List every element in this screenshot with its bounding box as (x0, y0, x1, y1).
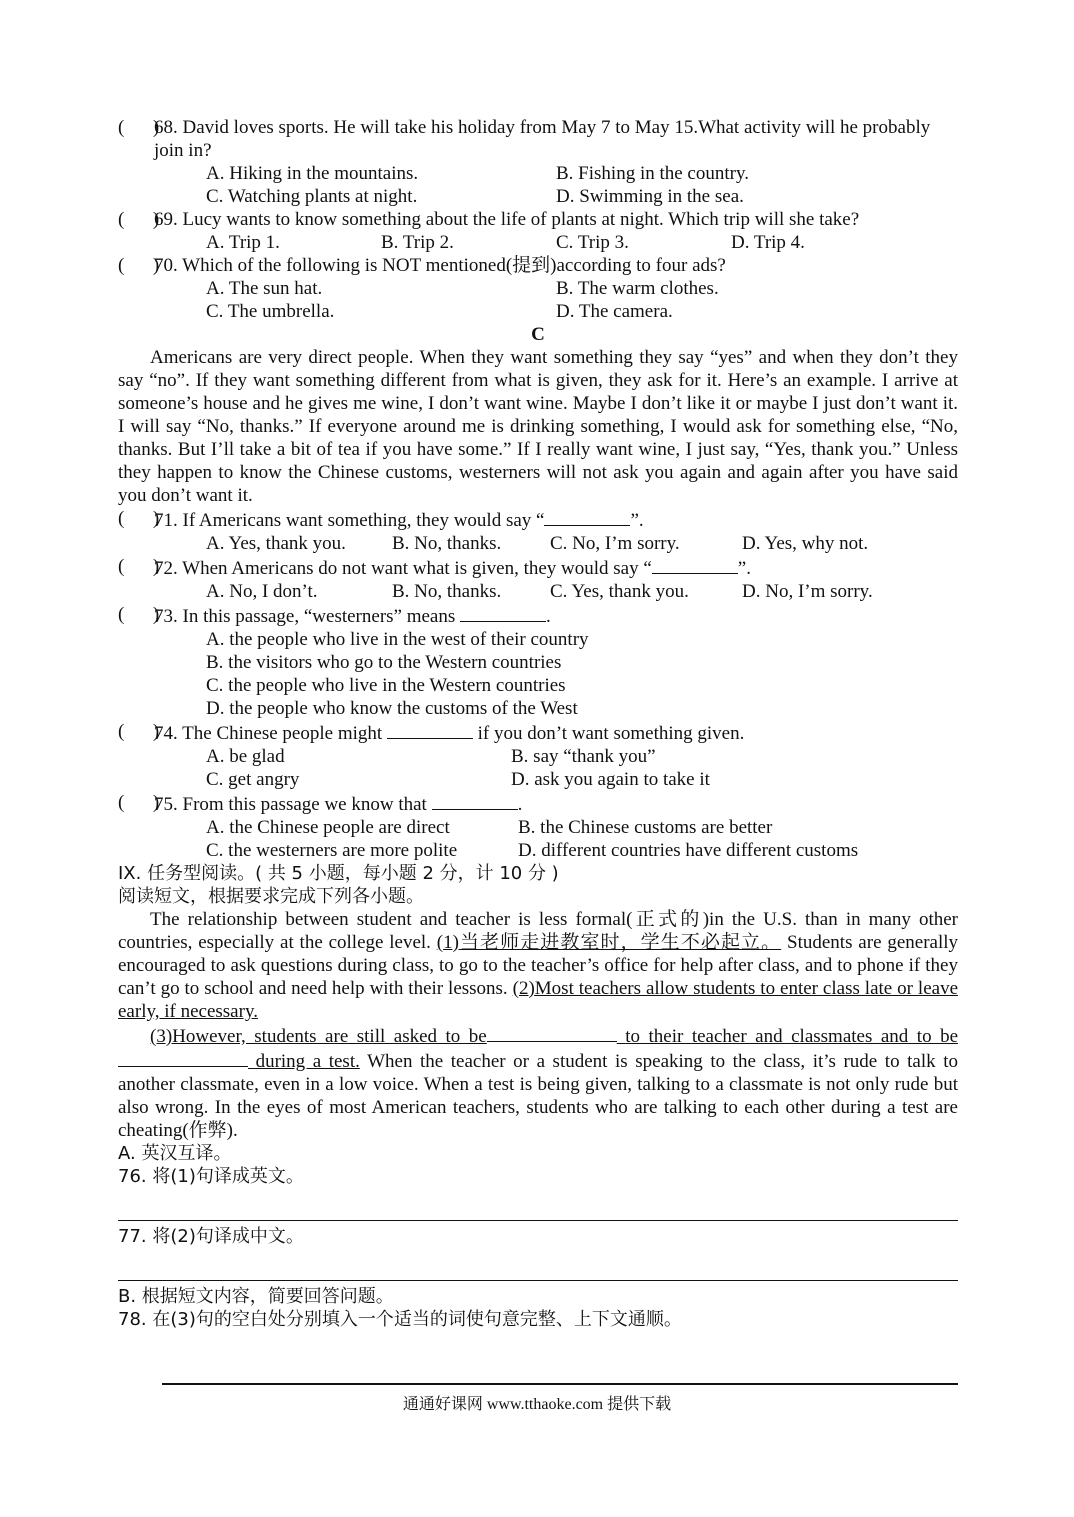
section-9-instruction: 阅读短文，根据要求完成下列各小题。 (118, 886, 424, 907)
question-77: 77. 将(2)句译成中文。 (118, 1226, 304, 1247)
question-text: Lucy wants to know something about the life of plants at night. Which trip will she take? (182, 209, 860, 230)
question-text: David loves sports. He will take his holiday from May 7 to May 15.What activity will he probably join in? (154, 117, 931, 161)
passage-text: When the teacher or a student is speaking to the class, it’s rude to talk to another classmate, even in a low voice. When a test is being given, talking to a classmate is not only rude but also wrong. In the eyes of most American teachers, students who are talking to each other during a test are cheating(作弊). (118, 1051, 958, 1141)
option-d[interactable]: D. the people who know the customs of the West (206, 698, 578, 719)
option-d[interactable]: D. different countries have different customs (518, 840, 859, 861)
question-number: 68. (154, 117, 178, 138)
option-b[interactable]: B. No, thanks. (392, 533, 502, 554)
answer-blank[interactable] (460, 603, 546, 622)
question-number: 74. (154, 723, 178, 744)
question-75 (118, 791, 958, 816)
answer-line-77[interactable] (118, 1250, 958, 1281)
question-text-pre: When Americans do not want what is given, they would say “ (182, 558, 652, 579)
option-b[interactable]: B. Trip 2. (381, 232, 454, 253)
option-c[interactable]: C. Yes, thank you. (550, 581, 689, 602)
part-a-heading: A. 英汉互译。 (118, 1143, 232, 1164)
answer-paren[interactable]: ( ) (118, 604, 160, 625)
option-d[interactable]: D. ask you again to take it (511, 769, 710, 790)
sentence-3-part-3: during a test. (255, 1051, 360, 1072)
option-a[interactable]: A. the Chinese people are direct (206, 817, 450, 838)
options-71 (118, 532, 958, 555)
option-b[interactable]: B. say “thank you” (511, 746, 656, 767)
option-d[interactable]: D. The camera. (556, 301, 673, 322)
question-text-post: . (517, 794, 523, 815)
question-text-post: ”. (737, 558, 751, 579)
question-70 (118, 254, 958, 277)
option-b[interactable]: B. the visitors who go to the Western countries (206, 652, 562, 673)
answer-paren[interactable]: ( ) (118, 117, 160, 138)
question-text-pre: If Americans want something, they would say “ (182, 510, 545, 531)
option-d[interactable]: D. No, I’m sorry. (742, 581, 873, 602)
question-number: 72. (154, 558, 178, 579)
answer-blank[interactable] (652, 555, 738, 574)
question-number: 69. (154, 209, 178, 230)
option-c[interactable]: C. the westerners are more polite (206, 840, 458, 861)
fill-blank-1[interactable] (487, 1023, 617, 1042)
options-68 (118, 162, 958, 208)
option-b[interactable]: B. the Chinese customs are better (518, 817, 773, 838)
option-a[interactable]: A. No, I don’t. (206, 581, 318, 602)
question-72 (118, 555, 958, 580)
question-text-pre: In this passage, “westerners” means (182, 606, 456, 627)
question-78: 78. 在(3)句的空白处分别填入一个适当的词使句意完整、上下文通顺。 (118, 1309, 682, 1330)
option-b[interactable]: B. No, thanks. (392, 581, 502, 602)
question-68 (118, 116, 958, 162)
option-d[interactable]: D. Swimming in the sea. (556, 186, 744, 207)
answer-paren[interactable]: ( ) (118, 721, 160, 742)
option-c[interactable]: C. No, I’m sorry. (550, 533, 680, 554)
question-text: Which of the following is NOT mentioned(提到)according to four ads? (182, 255, 726, 276)
options-70 (118, 277, 958, 323)
question-76: 76. 将(1)句译成英文。 (118, 1166, 304, 1187)
question-number: 70. (154, 255, 178, 276)
option-d[interactable]: D. Yes, why not. (742, 533, 869, 554)
answer-paren[interactable]: ( ) (118, 508, 160, 529)
sentence-3-part-2: to their teacher and classmates and to be (625, 1026, 958, 1047)
question-text-post: . (546, 606, 551, 627)
answer-paren[interactable]: ( ) (118, 792, 160, 813)
options-73 (118, 628, 958, 720)
answer-paren[interactable]: ( ) (118, 209, 160, 230)
passage-c: Americans are very direct people. When they want something they say “yes” and when they don’t they say “no”. If they want something different from what is given, they ask for it. Here’s an example. I arrive at someone’s house and he gives me wine, I don’t want wine. Maybe I don’t like it or maybe I just don’t want it. I will say “No, thanks.” If everyone around me is drinking something, I would ask for something else, “No, thanks. But I’ll take a bit of tea if you have some.” If I really want wine, I just say, “Yes, thank you.” Unless they happen to know the Chinese customs, westerners will not ask you again and again after you have said you don’t want it. (118, 347, 958, 506)
answer-blank[interactable] (432, 791, 518, 810)
answer-blank[interactable] (387, 720, 473, 739)
options-72 (118, 580, 958, 603)
answer-line-76[interactable] (118, 1190, 958, 1221)
question-73 (118, 603, 958, 628)
question-74 (118, 720, 958, 745)
passage-9-paragraph-1 (118, 908, 958, 1023)
answer-paren[interactable]: ( ) (118, 255, 160, 276)
option-d[interactable]: D. Trip 4. (731, 232, 805, 253)
answer-blank[interactable] (544, 507, 630, 526)
section-9-title: IX. 任务型阅读。( 共 5 小题，每小题 2 分，计 10 分 ) (118, 863, 559, 884)
option-b[interactable]: B. The warm clothes. (556, 278, 719, 299)
option-b[interactable]: B. Fishing in the country. (556, 163, 749, 184)
options-74 (118, 745, 958, 791)
underlined-sentence-2: (2)Most teachers allow students to enter class late or leave early, if necessary. (118, 978, 958, 1022)
option-a[interactable]: A. the people who live in the west of their country (206, 629, 589, 650)
question-number: 73. (154, 606, 178, 627)
section-c-heading: C (531, 324, 545, 345)
part-b-heading: B. 根据短文内容，简要回答问题。 (118, 1286, 394, 1307)
question-number: 71. (154, 510, 178, 531)
option-c[interactable]: C. Trip 3. (556, 232, 629, 253)
option-c[interactable]: C. the people who live in the Western countries (206, 675, 566, 696)
answer-paren[interactable]: ( ) (118, 556, 160, 577)
sentence-3-part-1: (3)However, students are still asked to be (150, 1026, 487, 1047)
question-69 (118, 208, 958, 231)
question-text-pre: The Chinese people might (182, 723, 383, 744)
footer-divider (162, 1383, 958, 1385)
passage-text: Students are generally encouraged to ask questions during class, to go to the teacher’s office for help after class, and to phone if they can’t go to school and need help with their lessons. (118, 932, 959, 999)
options-69 (118, 231, 958, 254)
option-a[interactable]: A. The sun hat. (206, 278, 323, 299)
question-text-post: ”. (630, 510, 644, 531)
option-c[interactable]: C. get angry (206, 769, 300, 790)
option-a[interactable]: A. Yes, thank you. (206, 533, 346, 554)
footer-text: 通通好课网 www.tthaoke.com 提供下载 (402, 1396, 672, 1413)
exam-page (118, 116, 958, 1331)
question-number: 75. (154, 794, 178, 815)
underlined-sentence-1: (1)当老师走进教室时，学生不必起立。 (436, 932, 782, 953)
question-text-post: if you don’t want something given. (477, 723, 745, 744)
passage-text: The relationship between student and teacher is less formal(正式的)in the U.S. than in many other countries, especially at the college level. (118, 909, 958, 953)
passage-9-paragraph-2 (118, 1023, 958, 1142)
fill-blank-2[interactable] (118, 1048, 248, 1067)
question-text-pre: From this passage we know that (182, 794, 427, 815)
question-71 (118, 507, 958, 532)
option-a[interactable]: A. Trip 1. (206, 232, 280, 253)
options-75 (118, 816, 958, 862)
option-c[interactable]: C. The umbrella. (206, 301, 335, 322)
option-c[interactable]: C. Watching plants at night. (206, 186, 418, 207)
option-a[interactable]: A. be glad (206, 746, 285, 767)
option-a[interactable]: A. Hiking in the mountains. (206, 163, 419, 184)
